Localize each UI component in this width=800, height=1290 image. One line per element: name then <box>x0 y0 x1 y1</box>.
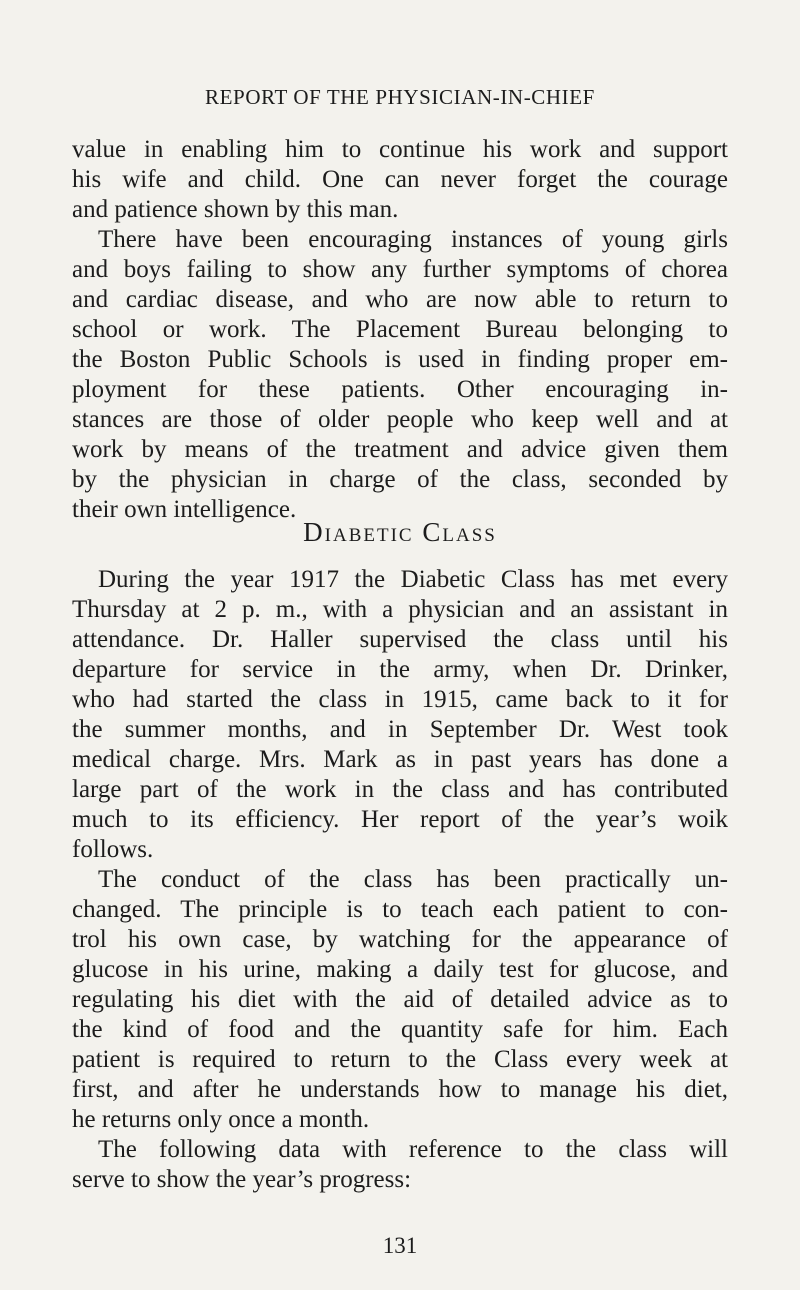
text-line: value in enabling him to continue his work and support <box>72 136 728 163</box>
text-line: school or work. The Placement Bureau belonging to <box>72 316 728 343</box>
text-line: who had started the class in 1915, came back to it for <box>72 686 728 713</box>
text-line: much to its efficiency. Her report of the year’s woik <box>72 806 728 833</box>
text-line: he returns only once a month. <box>72 1106 370 1133</box>
text-line: follows. <box>72 836 154 863</box>
text-line: changed. The principle is to teach each patient to con- <box>72 896 728 923</box>
text-line: his wife and child. One can never forget the courage <box>72 166 728 193</box>
text-line: ployment for these patients. Other encouraging in- <box>72 376 728 403</box>
text-line: the kind of food and the quantity safe for him. Each <box>72 1016 728 1043</box>
text-line: There have been encouraging instances of young girls <box>98 226 728 253</box>
text-line: serve to show the year’s progress: <box>72 1166 412 1193</box>
text-line: their own intelligence. <box>72 496 297 523</box>
text-line: by the physician in charge of the class, seconded by <box>72 466 728 493</box>
text-line: the summer months, and in September Dr. West took <box>72 716 728 743</box>
text-line: Thursday at 2 p. m., with a physician and an assistant in <box>72 596 728 623</box>
text-line: attendance. Dr. Haller supervised the class until his <box>72 626 728 653</box>
text-line: regulating his diet with the aid of detailed advice as to <box>72 986 728 1013</box>
text-line: first, and after he understands how to manage his diet, <box>72 1076 728 1103</box>
text-line: stances are those of older people who keep well and at <box>72 406 728 433</box>
text-line: large part of the work in the class and has contributed <box>72 776 728 803</box>
text-line: The following data with reference to the class will <box>98 1136 728 1163</box>
page-number: 131 <box>382 1233 418 1258</box>
text-line: work by means of the treatment and advice given them <box>72 436 728 463</box>
text-line: trol his own case, by watching for the appearance of <box>72 926 728 953</box>
text-line: and patience shown by this man. <box>72 196 399 223</box>
section-heading: Diabetic Class <box>303 517 497 547</box>
text-line: and boys failing to show any further symptoms of chorea <box>72 256 728 283</box>
text-line: medical charge. Mrs. Mark as in past years has done a <box>72 746 728 773</box>
text-line: The conduct of the class has been practically un- <box>98 866 728 893</box>
text-line: patient is required to return to the Class every week at <box>72 1046 728 1073</box>
text-line: glucose in his urine, making a daily test for glucose, and <box>72 956 728 983</box>
text-line: the Boston Public Schools is used in finding proper em- <box>72 346 728 373</box>
running-head: REPORT OF THE PHYSICIAN-IN-CHIEF <box>205 85 595 109</box>
text-line: During the year 1917 the Diabetic Class has met every <box>98 566 728 593</box>
text-line: and cardiac disease, and who are now able to return to <box>72 286 728 313</box>
text-line: departure for service in the army, when Dr. Drinker, <box>72 656 728 683</box>
